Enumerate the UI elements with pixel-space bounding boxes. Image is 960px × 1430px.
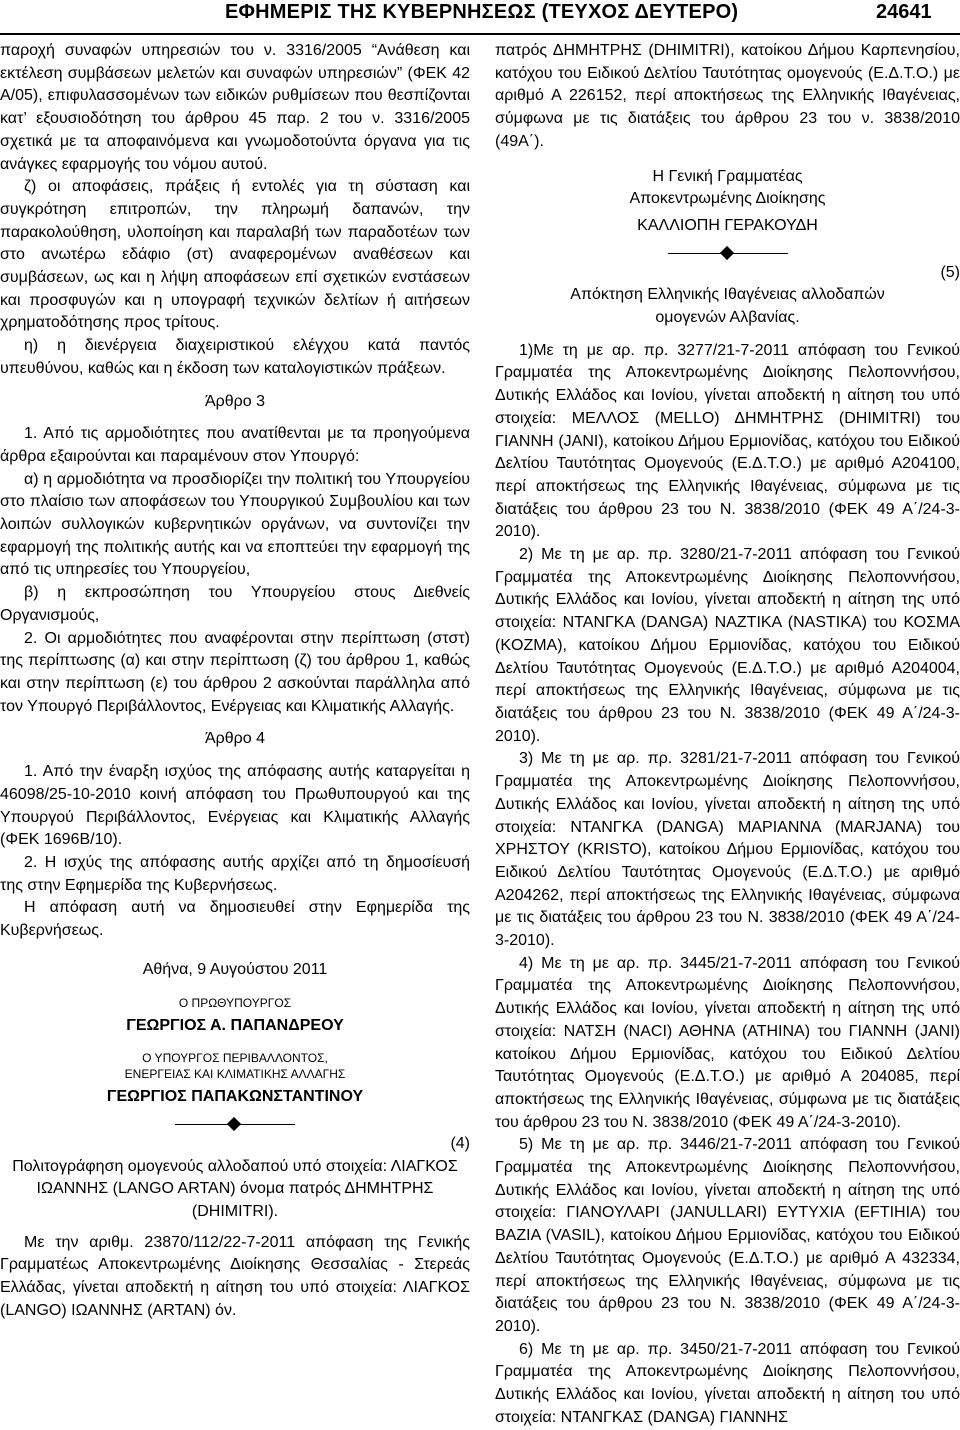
signatory-name: ΚΑΛΛΙΟΠΗ ΓΕΡΑΚΟΥΔΗ bbox=[637, 216, 818, 234]
signatory-title: ΕΝΕΡΓΕΙΑΣ ΚΑΙ ΚΛΙΜΑΤΙΚΗΣ ΑΛΛΑΓΗΣ bbox=[124, 1067, 346, 1082]
section-number: (5) bbox=[940, 263, 960, 281]
header-rule bbox=[0, 33, 960, 35]
paragraph: 6) Με τη με αρ. πρ. 3450/21-7-2011 απόφαση του Γενικού Γραμματέα της Αποκεντρωμένης Διοίκησης Πελοποννήσου, Δυτικής Ελλάδος και Ιονίου, γίνεται αποδεκτή η αίτηση του υπό στοιχεία: ΝΤΑΝΓΚΑΣ (DANGA) ΓΙΑΝΝΗΣ bbox=[495, 1340, 960, 1426]
gazette-title: ΕΦΗΜΕΡΙΣ ΤΗΣ ΚΥΒΕΡΝΗΣΕΩΣ (ΤΕΥΧΟΣ ΔΕΥΤΕΡΟ) bbox=[225, 1, 739, 23]
paragraph: β) η εκπροσώπηση του Υπουργείου στους Διεθνείς Οργανισμούς, bbox=[0, 584, 470, 624]
paragraph: 1. Από τις αρμοδιότητες που ανατίθενται με τα προηγούμενα άρθρα εξαιρούνται και παραμένουν στον Υπουργό: bbox=[0, 425, 470, 465]
paragraph: Με την αριθμ. 23870/112/22-7-2011 απόφαση της Γενικής Γραμματέως Αποκεντρωμένης Διοίκησης Θεσσαλίας - Στερεάς Ελλάδας, γίνεται αποδεκτή η αίτηση του υπό στοιχεία: ΛΙΑΓΚΟΣ (LANGO) ΙΩΑΝΝΗΣ (ARTAN) όν. bbox=[0, 1233, 470, 1319]
page-number: 24641 bbox=[876, 1, 932, 23]
signatory-title: Ο ΥΠΟΥΡΓΟΣ ΠΕΡΙΒΑΛΛΟΝΤΟΣ, bbox=[142, 1051, 328, 1066]
paragraph: η) η διενέργεια διαχειριστικού ελέγχου κατά παντός υπευθύνου, καθώς και η έκδοση των καταλογιστικών πράξεων. bbox=[0, 337, 470, 377]
paragraph: πατρός ΔΗΜΗΤΡΗΣ (DHIMITRI), κατοίκου Δήμου Καρπενησίου, κατόχου του Ειδικού Δελτίου Ταυτότητας ομογενούς (Ε.Δ.Τ.Ο.) με αριθμό Α 226152, περί αποκτήσεως της Ελληνικής Ιθαγένειας, σύμφωνα με τις διατάξεις του άρθρου 23 του ν. 3838/2010 (49Α΄). bbox=[495, 42, 960, 150]
signatory-name: ΓΕΩΡΓΙΟΣ Α. ΠΑΠΑΝΔΡΕΟΥ bbox=[126, 1017, 344, 1035]
paragraph: 5) Με τη με αρ. πρ. 3446/21-7-2011 απόφαση του Γενικού Γραμματέα της Αποκεντρωμένης Διοίκησης Πελοποννήσου, Δυτικής Ελλάδος και Ιονίου, γίνεται αποδεκτή η αίτηση της υπό στοιχεία: ΓΙΑΝΟΥΛΑΡΙ (JANULLARI) ΕΥΤΥΧΙΑ (EFTIHIA) του ΒΑΖΙΑ (VASIL), κατοίκου Δήμου Ερμιονίδας, κατόχου του Ειδικού Δελτίου Ταυτότητας Ομογενούς (Ε.Δ.Τ.Ο.) με αριθμό Α 432334, περί αποκτήσεως της Ελληνικής Ιθαγένειας, σύμφωνα με τις διατάξεις του άρθρου 23 του Ν. 3838/2010 (ΦΕΚ 49 Α΄/24-3-2010). bbox=[495, 1136, 960, 1335]
signatory-title: Αποκεντρωμένης Διοίκησης bbox=[629, 190, 826, 208]
paragraph: 2. Οι αρμοδιότητες που αναφέρονται στην περίπτωση (στστ) της περίπτωσης (α) και στην περίπτωση (ζ) του άρθρου 1, καθώς και στην περίπτωση (ε) του άρθρου 2 ασκούνται παράλληλα από τον Υπουργό Περιβάλλοντος, Ενέργειας και Κλιματικής Αλλαγής. bbox=[0, 629, 470, 715]
paragraph: ζ) οι αποφάσεις, πράξεις ή εντολές για τη σύσταση και συγκρότηση επιτροπών, την πληρωμή δαπανών, την παρακολούθηση, υλοποίηση και παραλαβή των παραδοτέων των στο ανωτέρω εδάφιο (στ) αναφερομένων αναθέσεων και συμβάσεων, ως και η λήψη αποφάσεων επί σχετικών ενστάσεων και προσφυγών και η υπογραφή τεχνικών δελτίων ή αιτήσεων χρηματοδότησης προς τρίτους. bbox=[0, 178, 470, 332]
paragraph: 1. Από την έναρξη ισχύος της απόφασης αυτής καταργείται η 46098/25-10-2010 κοινή απόφαση του Πρωθυπουργού και της Υπουργού Περιβάλλοντος, Ενέργειας και Κλιματικής Αλλαγής (ΦΕΚ 1696Β/10). bbox=[0, 763, 470, 849]
left-column bbox=[0, 40, 470, 1322]
page-header bbox=[0, 0, 960, 36]
signatory-title: Ο ΠΡΩΘΥΠΟΥΡΓΟΣ bbox=[178, 996, 292, 1011]
paragraph: 2. Η ισχύς της απόφασης αυτής αρχίζει από τη δημοσίευσή της στην Εφημερίδα της Κυβερνήσεως. bbox=[0, 853, 470, 894]
section-subject: Πολιτογράφηση ομογενούς αλλοδαπού υπό στοιχεία: ΛΙΑΓΚΟΣ ΙΩΑΝΝΗΣ (LANGO ARTAN) όνομα πατρός ΔΗΜΗΤΡΗΣ (DHIMITRI). bbox=[12, 1157, 458, 1220]
article-heading: Άρθρο 3 bbox=[204, 392, 266, 410]
section-divider bbox=[668, 248, 788, 258]
section-subject: Απόκτηση Ελληνικής Ιθαγένειας αλλοδαπών ομογενών Αλβανίας. bbox=[570, 286, 885, 327]
signatory-name: ΓΕΩΡΓΙΟΣ ΠΑΠΑΚΩΝΣΤΑΝΤΙΝΟΥ bbox=[106, 1088, 364, 1106]
paragraph: α) η αρμοδιότητα να προσδιορίζει την πολιτική του Υπουργείου στο πλαίσιο των αποφάσεων του Υπουργικού Συμβουλίου και των λοιπών συλλογικών κυβερνητικών οργάνων, να συντονίζει την εφαρμογή της πολιτικής αυτής και να εποπτεύει την εφαρμογή της από τις υπηρεσίες του Υπουργείου, bbox=[0, 470, 470, 579]
right-column bbox=[495, 40, 960, 1429]
paragraph: 2) Με τη με αρ. πρ. 3280/21-7-2011 απόφαση του Γενικού Γραμματέα της Αποκεντρωμένης Διοίκησης Πελοποννήσου, Δυτικής Ελλάδος και Ιονίου, γίνεται αποδεκτή η αίτηση της υπό στοιχεία: ΝΤΑΝΓΚΑ (DANGA) ΝΑΖΤΙΚΑ (NASTIKA) του ΚΟΣΜΑ (KOZMA), κατοίκου Δήμου Ερμιονίδας, κατόχου του Ειδικού Δελτίου Ταυτότητας Ομογενούς (Ε.Δ.Τ.Ο.) με αριθμό Α204004, περί αποκτήσεως της Ελληνικής Ιθαγένειας, σύμφωνα με τις διατάξεις του άρθρου 23 του Ν. 3838/2010 (ΦΕΚ 49 Α΄/24-3-2010). bbox=[495, 546, 960, 745]
paragraph: 4) Με τη με αρ. πρ. 3445/21-7-2011 απόφαση του Γενικού Γραμματέα της Αποκεντρωμένης Διοίκησης Πελοποννήσου, Δυτικής Ελλάδος και Ιονίου, γίνεται αποδεκτή η αίτηση της υπό στοιχεία: ΝΑΤΣΗ (NACI) ΑΘΗΝΑ (ATHINA) του ΓΙΑΝΝΗ (JANI) κατοίκου Δήμου Ερμιονίδας, κατόχου του Ειδικού Δελτίου Ταυτότητας Ομογενούς (Ε.Δ.Τ.Ο.) με αριθμό Α 204085, περί αποκτήσεως της Ελληνικής Ιθαγένειας, σύμφωνα με τις διατάξεις του άρθρου 23 του Ν. 3838/2010 (ΦΕΚ 49 Α΄/24-3-2010). bbox=[495, 954, 960, 1131]
signing-date: Αθήνα, 9 Αυγούστου 2011 bbox=[142, 960, 328, 978]
paragraph: παροχή συναφών υπηρεσιών του ν. 3316/2005 “Ανάθεση και εκτέλεση συμβάσεων μελετών και συναφών υπηρεσιών” (ΦΕΚ 42 Α/05), επιφυλασσομένων των ειδικών ρυθμίσεων που θεσπίζονται κατ’ εξουσιοδότηση του άρθρου 45 παρ. 2 του ν. 3316/2005 σχετικά με τα αποφαινόμενα και γνωμοδοτούντα όργανα για τις ανάγκες εφαρμογής του νόμου αυτού. bbox=[0, 42, 470, 173]
article-heading: Άρθρο 4 bbox=[204, 730, 266, 748]
section-divider bbox=[175, 1119, 295, 1129]
paragraph: 1)Με τη με αρ. πρ. 3277/21-7-2011 απόφαση του Γενικού Γραμματέα της Αποκεντρωμένης Διοίκησης Πελοποννήσου, Δυτικής Ελλάδος και Ιονίου, γίνεται αποδεκτή η αίτηση του υπό στοιχεία: ΜΕΛΛΟΣ (MELLO) ΔΗΜΗΤΡΗΣ (DHIMITRI) του ΓΙΑΝΝΗ (JANI), κατοίκου Δήμου Ερμιονίδας, κατόχου του Ειδικού Δελτίου Ταυτότητας Ομογενούς (Ε.Δ.Τ.Ο.) με αριθμό Α204100, περί αποκτήσεως της Ελληνικής Ιθαγένειας, σύμφωνα με τις διατάξεις του άρθρου 23 του Ν. 3838/2010 (ΦΕΚ 49 Α΄/24-3-2010). bbox=[495, 341, 960, 541]
paragraph: Η απόφαση αυτή να δημοσιευθεί στην Εφημερίδα της Κυβερνήσεως. bbox=[0, 899, 470, 940]
signatory-title: Η Γενική Γραμματέας bbox=[652, 167, 803, 185]
paragraph: 3) Με τη με αρ. πρ. 3281/21-7-2011 απόφαση του Γενικού Γραμματέα της Αποκεντρωμένης Διοίκησης Πελοποννήσου, Δυτικής Ελλάδος και Ιονίου, γίνεται αποδεκτή η αίτηση της υπό στοιχεία: ΝΤΑΝΓΚΑ (DANGA) ΜΑΡΙΑΝΝΑ (MARJANA) του ΧΡΗΣΤΟΥ (KRISTO), κατοίκου Δήμου Ερμιονίδας, κατόχου του Ειδικού Δελτίου Ταυτότητας Ομογενούς (Ε.Δ.Τ.Ο.) με αριθμό Α204262, περί αποκτήσεως της Ελληνικής Ιθαγένειας, σύμφωνα με τις διατάξεις του άρθρου 23 του Ν. 3838/2010 (ΦΕΚ 49 Α΄/24-3-2010). bbox=[495, 750, 960, 950]
section-number: (4) bbox=[450, 1134, 470, 1152]
